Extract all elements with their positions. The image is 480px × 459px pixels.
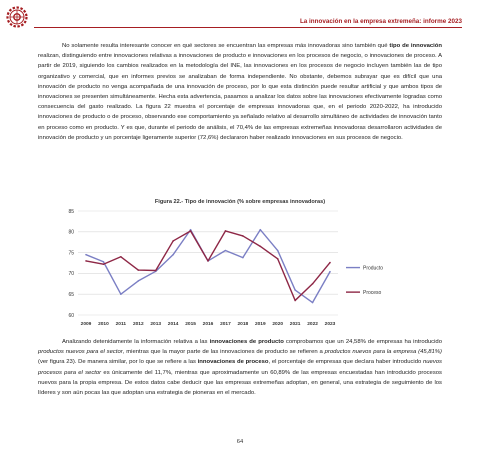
data-point: [172, 240, 174, 242]
data-point: [207, 260, 209, 262]
data-point: [172, 254, 174, 256]
y-tick-label: 85: [68, 208, 74, 215]
header-divider: [34, 27, 462, 28]
x-tick-label: 2013: [150, 322, 162, 327]
data-point: [259, 246, 261, 248]
data-point: [103, 263, 105, 265]
paragraph-2-run: productos nuevos para la empresa (45,81%): [324, 349, 443, 356]
data-point: [120, 293, 122, 295]
x-tick-label: 2020: [272, 322, 284, 327]
line-chart: [60, 207, 440, 334]
y-tick-label: 60: [68, 312, 74, 319]
data-point: [225, 230, 227, 232]
x-tick-label: 2022: [307, 322, 318, 327]
x-tick-label: 2011: [115, 322, 127, 327]
y-tick-label: 75: [68, 250, 74, 257]
paragraph-1-run: No solamente resulta interesante conocer en qué sectores se encuentran las empresas más innovadoras sino también qué: [62, 43, 390, 49]
data-point: [294, 289, 296, 291]
x-tick-label: 2014: [167, 322, 179, 327]
paragraph-2-run: Analizando detenidamente la información relativa a las: [62, 339, 210, 345]
x-tick-label: 2016: [202, 322, 214, 327]
data-point: [329, 271, 331, 273]
data-point: [242, 257, 244, 259]
paragraph-2-run: nuevos procesos para el sector: [38, 359, 442, 376]
data-point: [120, 256, 122, 258]
legend-label: Producto: [363, 265, 384, 272]
data-point: [312, 302, 314, 304]
paragraph-1: [38, 41, 442, 143]
paragraph-1-run: realizan, distinguiendo entre innovaciones relativas a innovaciones de producto e innovaciones en los procesos de negocio, o innovaciones de proceso. A partir de 2019, siguiendo los cambios realizados en la metodología del INE, las innovaciones en los procesos de negocio incluyen también las de tipo organizativo y comercial, que en informes previos se analizaban de forma independiente. No obstante, debemos subrayar que es difícil que una innovación de producto no venga acompañada de una innovación de proceso, por lo que esta distinción puede resultar artificial y que ambos tipos de innovaciones se presenten simultáneamente. Hecha esta advertencia, pasamos a analizar los datos sobre las innovaciones efectivamente logradas como consecuencia del gasto realizado. La figura 22 muestra el porcentaje de empresas innovadoras que, en el periodo 2020-2022, ha introducido innovaciones de producto o de proceso, observando ese comportamiento ya señalado relativo al desarrollo simultáneo de actividades de innovación tanto en proceso como en producto. Y es que, durante el periodo de análisis, el 70,4% de las empresas extremeñas innovadoras desarrollaron actividades de innovación de producto y un porcentaje ligeramente superior (72,6%) declararon haber realizado innovaciones en sus procesos de negocio.: [38, 53, 442, 141]
paragraph-2: [38, 337, 442, 398]
x-tick-label: 2023: [324, 322, 336, 327]
x-tick-label: 2009: [80, 322, 92, 327]
data-point: [137, 280, 139, 282]
series-line-producto: [86, 230, 330, 303]
data-point: [242, 235, 244, 237]
figure-caption: Figura 22.- Tipo de innovación (% sobre empresas innovadoras): [154, 199, 326, 205]
data-point: [155, 270, 157, 272]
y-tick-label: 65: [68, 292, 74, 298]
x-tick-label: 2021: [289, 322, 301, 327]
paragraph-1-run: tipo de innovación: [389, 43, 442, 49]
data-point: [190, 230, 192, 232]
legend-label: Proceso: [363, 289, 382, 296]
page-number: 64: [236, 439, 244, 445]
data-point: [312, 283, 314, 285]
y-tick-label: 70: [68, 271, 74, 278]
paragraph-2-run: , el porcentaje de empresas que declara haber introducido: [268, 359, 423, 366]
series-line-proceso: [86, 231, 330, 300]
x-tick-label: 2019: [254, 322, 266, 327]
data-point: [294, 300, 296, 302]
y-tick-label: 80: [68, 229, 74, 236]
x-tick-label: 2012: [132, 322, 144, 327]
paragraph-2-run: (ver figura 23). De manera similar, por lo que se refiere a las: [38, 359, 198, 366]
paragraph-2-run: innovaciones de proceso: [197, 359, 269, 366]
paragraph-2-run: comprobamos que un 24,58% de empresas ha introducido: [283, 339, 442, 345]
paragraph-2-run: productos nuevos para el sector: [38, 349, 123, 356]
gear-logo-icon: [4, 4, 30, 30]
data-point: [259, 229, 261, 231]
paragraph-2-run: es únicamente del 11,7%, mientras que aproximadamente un 60,89% de las empresas encuestadas han introducido procesos nuevos para la propia empresa. De estos datos cabe deducir que las empresas extremeñas adoptan, en general, una estrategia de seguimiento de los líderes y son aún pocas las que adoptan una estrategia de pioneras en el mercado.: [38, 369, 442, 397]
data-point: [103, 261, 105, 263]
x-tick-label: 2018: [237, 322, 249, 327]
data-point: [329, 262, 331, 264]
x-tick-label: 2015: [185, 322, 196, 327]
x-tick-label: 2010: [98, 322, 109, 327]
data-point: [85, 260, 87, 262]
data-point: [137, 269, 139, 271]
header-title: La innovación en la empresa extremeña: informe 2023: [299, 18, 462, 25]
paragraph-2-run: innovaciones de producto: [209, 339, 284, 345]
data-point: [85, 254, 87, 256]
data-point: [277, 258, 279, 260]
x-tick-label: 2017: [220, 322, 231, 327]
data-point: [225, 250, 227, 252]
data-point: [277, 250, 279, 252]
page-header: [0, 0, 480, 34]
paragraph-2-run: , mientras que la mayor parte de las innovaciones de producto se refieren a: [122, 349, 325, 356]
